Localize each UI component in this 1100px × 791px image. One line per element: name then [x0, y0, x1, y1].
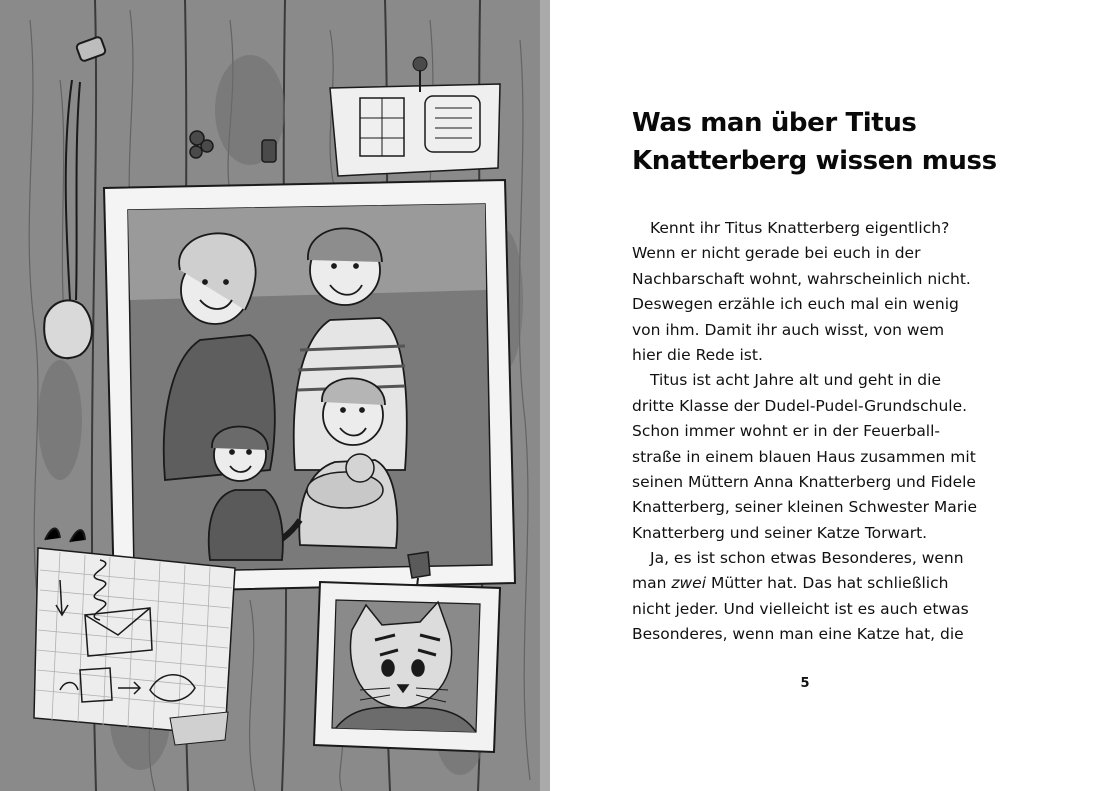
- page-number: 5: [800, 676, 810, 691]
- text-line: Besonderes, wenn man eine Katze hat, die: [632, 625, 964, 644]
- text-line: Kennt ihr Titus Knatterberg eigentlich?: [650, 219, 950, 237]
- text-line: Knatterberg, seiner kleinen Schwester Marie: [632, 498, 978, 517]
- cat-photo: [314, 582, 500, 752]
- text-segment: man: [632, 574, 672, 593]
- text-line: von ihm. Damit ihr auch wisst, von wem: [632, 320, 945, 339]
- emphasized-word: zwei: [671, 574, 707, 593]
- chapter-title-line: Knatterberg wissen muss: [632, 146, 997, 176]
- text-line: Titus ist acht Jahre alt und geht in die: [650, 371, 941, 390]
- chapter-title: [632, 104, 1052, 180]
- text-line: straße in einem blauen Haus zusammen mit: [632, 447, 976, 466]
- text-line: Wenn er nicht gerade bei euch in der: [632, 244, 921, 263]
- chapter-title-line: Was man über Titus: [632, 108, 917, 138]
- text-page: [550, 0, 1100, 791]
- text-segment: Mütter hat. Das hat schließlich: [706, 574, 949, 593]
- text-line: Schon immer wohnt er in der Feuerball-: [632, 422, 941, 441]
- family-photo: [104, 180, 515, 592]
- body-text: [632, 216, 1072, 648]
- text-line: Deswegen erzähle ich euch mal ein wenig: [632, 295, 959, 314]
- text-line: Ja, es ist schon etwas Besonderes, wenn: [650, 549, 964, 568]
- text-line-with-emphasis: [632, 571, 1072, 596]
- text-line: dritte Klasse der Dudel-Pudel-Grundschule.: [632, 396, 968, 415]
- text-line: seinen Müttern Anna Knatterberg und Fidele: [632, 472, 976, 491]
- text-line: Nachbarschaft wohnt, wahrscheinlich nicht.: [632, 269, 971, 288]
- text-line: nicht jeder. Und vielleicht ist es auch etwas: [632, 599, 969, 618]
- text-line: Knatterberg und seiner Katze Torwart.: [632, 523, 928, 542]
- text-line: hier die Rede ist.: [632, 345, 763, 364]
